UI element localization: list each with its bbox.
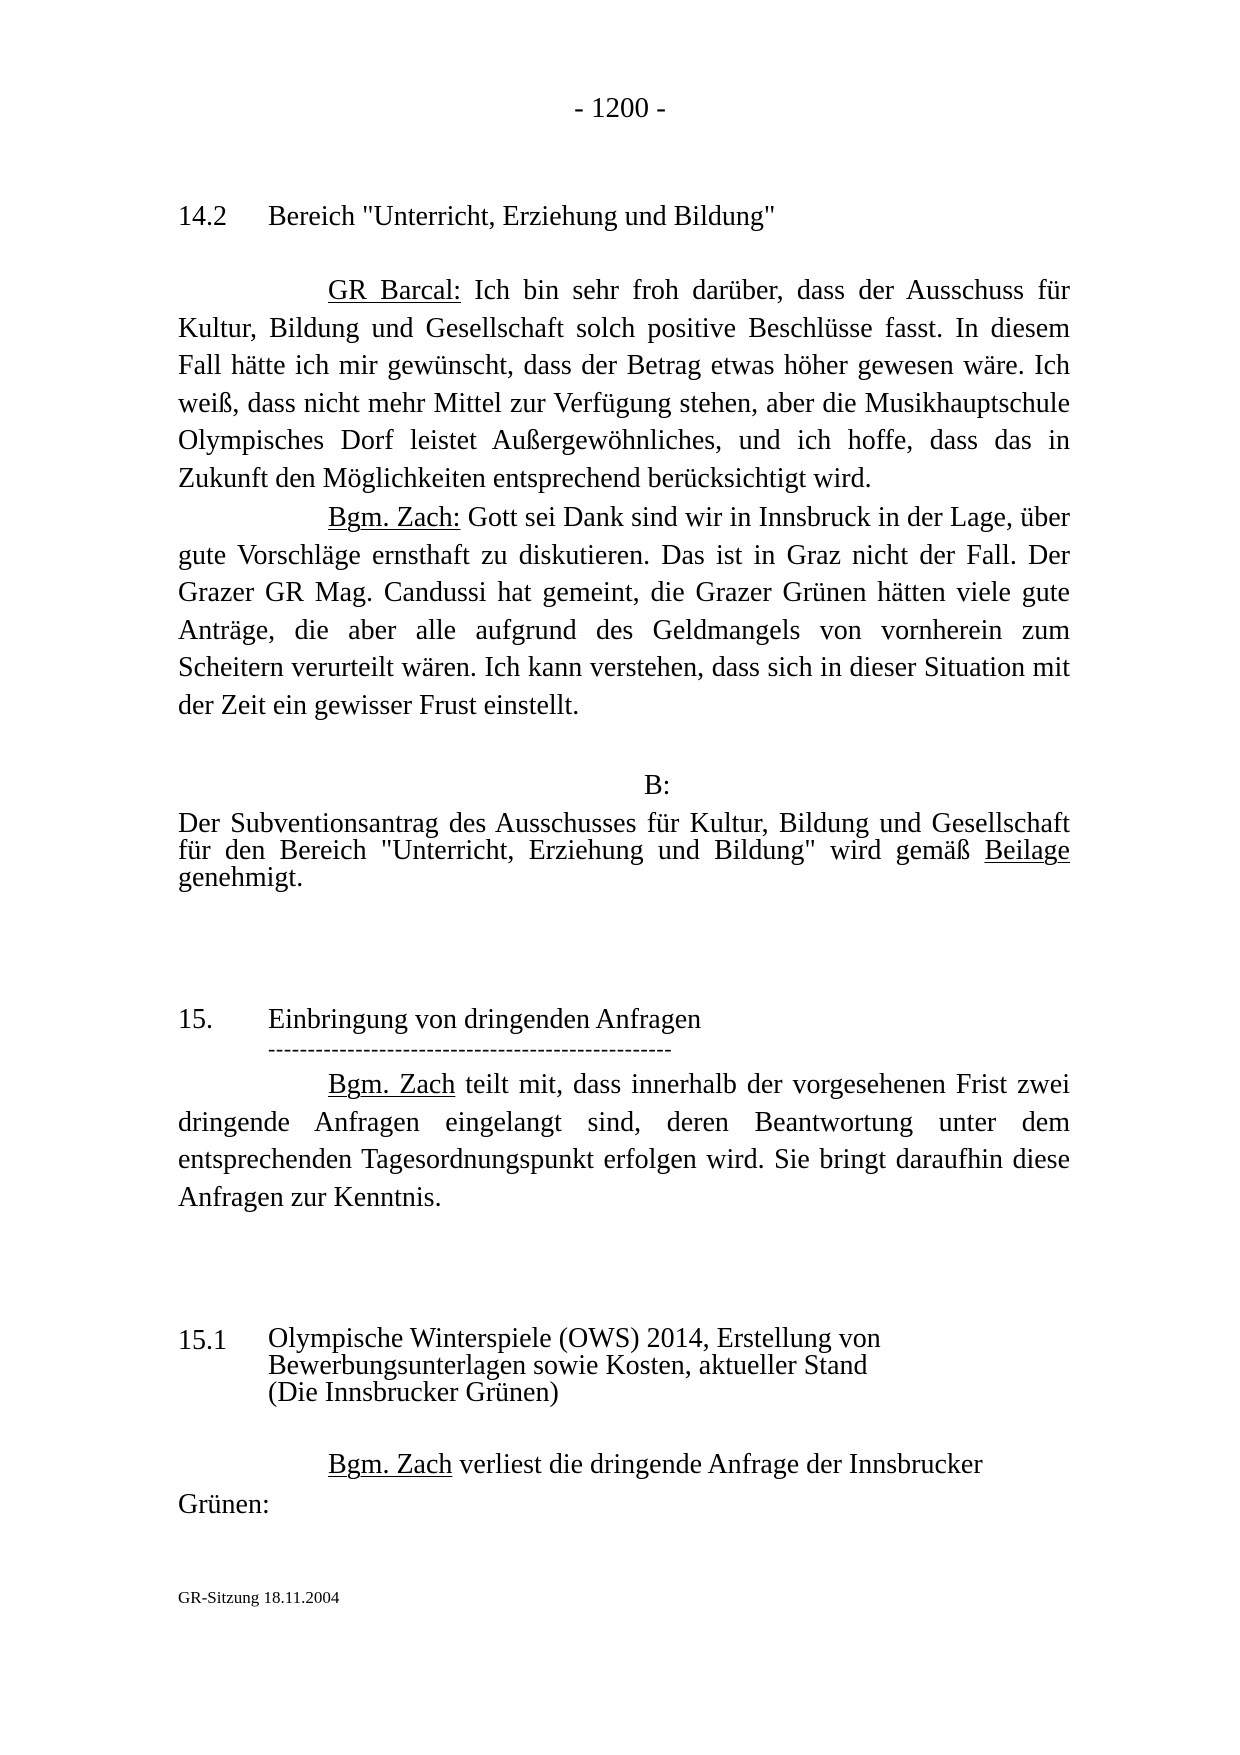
speech-barcal: [178, 272, 1070, 497]
section-number: 15.: [178, 1004, 213, 1035]
speech-zach-3: [328, 1449, 983, 1481]
resolution-end: genehmigt.: [178, 862, 304, 893]
resolution-label: B:: [644, 770, 671, 801]
section-title-line: Bewerbungsunterlagen sowie Kosten, aktueller Stand: [268, 1350, 868, 1381]
speaker-name: GR Barcal:: [328, 275, 462, 306]
section-title: [268, 1325, 881, 1406]
speech-text: Gott sei Dank sind wir in Innsbruck in der Lage, über gute Vorschläge ernsthaft zu diskutieren. Das ist in Graz nicht der Fall. Der Grazer GR Mag. Candussi hat gemeint, die Grazer Grünen hätten viele gute Anträge, die aber alle aufgrund des Geldmangels von vornherein zum Scheitern verurteilt wären. Ich kann verstehen, dass sich in dieser Situation mit der Zeit ein gewisser Frust einstellt.: [178, 502, 1070, 721]
title-underline: ---------------------------------------------------: [268, 1036, 673, 1061]
speaker-name: Bgm. Zach: [328, 1449, 453, 1480]
beilage-link[interactable]: Beilage: [984, 835, 1070, 866]
speaker-name: Bgm. Zach: [328, 1069, 456, 1100]
resolution-text: [178, 810, 1070, 891]
speech-zach-2: [178, 1066, 1070, 1216]
resolution-body: Der Subventionsantrag des Ausschusses für Kultur, Bildung und Gesellschaft für den Bereich "Unterricht, Erziehung und Bildung" wird gemäß: [178, 808, 1070, 866]
page-number: - 1200 -: [574, 92, 666, 124]
section-title-line: Olympische Winterspiele (OWS) 2014, Erstellung von: [268, 1323, 881, 1354]
section-title: Einbringung von dringenden Anfragen: [268, 1004, 702, 1035]
speech-text: Ich bin sehr froh darüber, dass der Ausschuss für Kultur, Bildung und Gesellschaft solch positive Beschlüsse fasst. In diesem Fall hätte ich mir gewünscht, dass der Betrag etwas höher gewesen wäre. Ich weiß, dass nicht mehr Mittel zur Verfügung stehen, aber die Musikhauptschule Olympisches Dorf leistet Außergewöhnliches, und ich hoffe, dass das in Zukunft den Möglichkeiten entsprechend berücksichtigt wird.: [178, 275, 1070, 494]
section-number: 14.2: [178, 201, 227, 232]
section-number: 15.1: [178, 1325, 227, 1356]
section-title: Bereich "Unterricht, Erziehung und Bildung": [268, 201, 776, 232]
speech-text: teilt mit, dass innerhalb der vorgesehenen Frist zwei dringende Anfragen eingelangt sind, deren Beantwortung unter dem entsprechenden Tagesordnungspunkt erfolgen wird. Sie bringt daraufhin diese Anfragen zur Kenntnis.: [178, 1069, 1070, 1213]
speaker-name: Bgm. Zach:: [328, 502, 461, 533]
page-footer: GR-Sitzung 18.11.2004: [178, 1588, 340, 1607]
speech-text: verliest die dringende Anfrage der Innsbrucker: [452, 1449, 983, 1480]
speech-zach-1: [178, 499, 1070, 724]
speech-continuation: Grünen:: [178, 1489, 270, 1520]
section-title-line: (Die Innsbrucker Grünen): [268, 1377, 559, 1408]
